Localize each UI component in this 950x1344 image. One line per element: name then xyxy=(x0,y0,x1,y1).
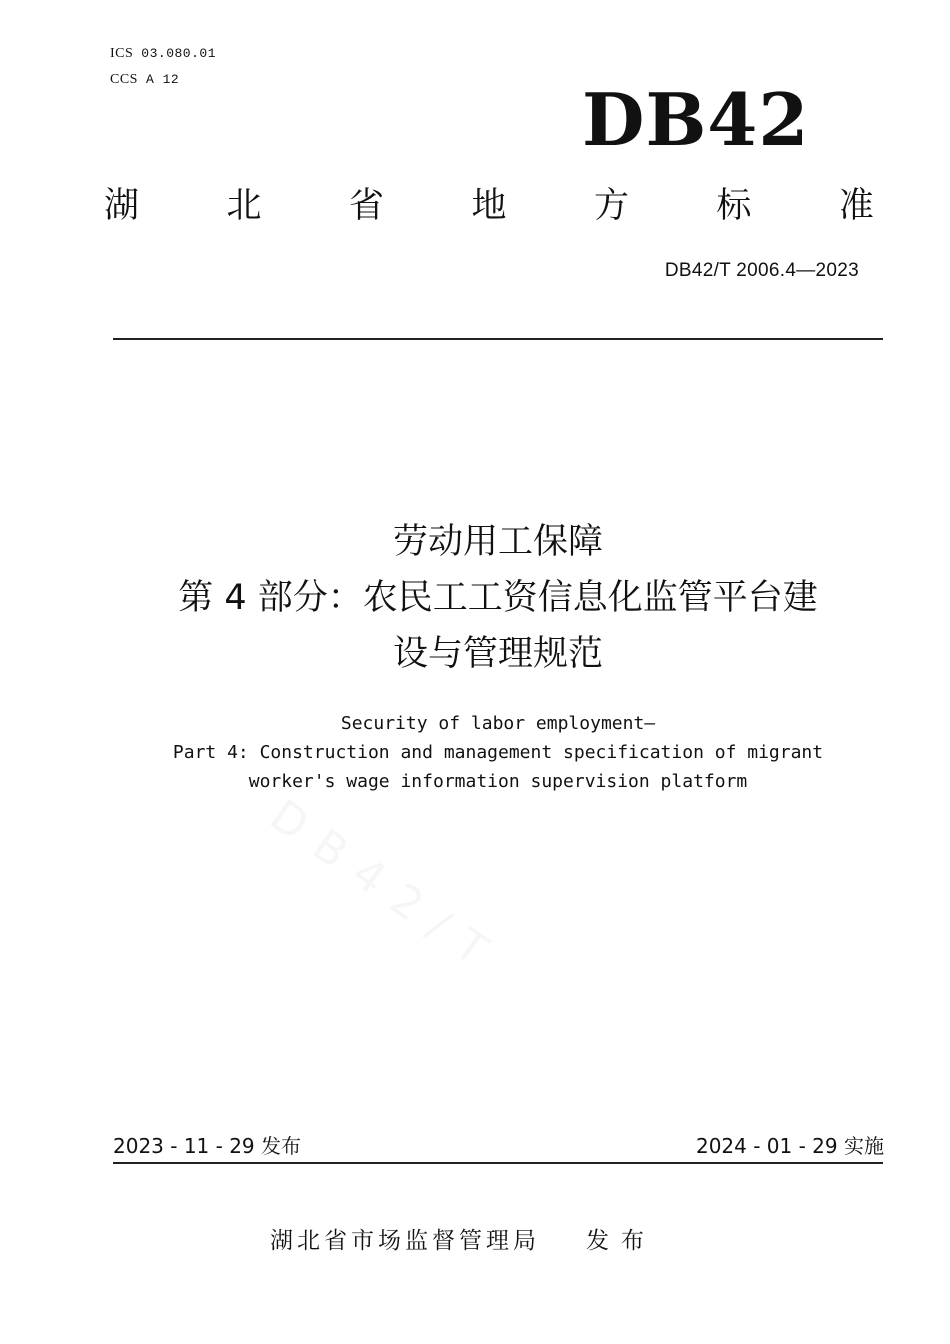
ccs-label: CCS xyxy=(110,72,138,87)
ics-label: ICS xyxy=(110,46,134,61)
title-en-line2: Part 4: Construction and management specification of migrant xyxy=(172,742,824,763)
bottom-divider xyxy=(113,1162,883,1164)
publisher-action: 发布 xyxy=(586,1228,656,1254)
title-en-line1: Security of labor employment— xyxy=(340,713,656,734)
standard-type-heading xyxy=(104,186,874,226)
ccs-code: A 12 xyxy=(145,72,180,87)
ccs-line xyxy=(110,72,179,88)
standard-type-char: 地 xyxy=(471,186,507,226)
standard-type-char: 准 xyxy=(838,186,874,226)
title-cn-line3: 设与管理规范 xyxy=(392,634,603,674)
publish-date: 2023 - 11 - 29 发布 xyxy=(113,1134,302,1158)
implement-date: 2024 - 01 - 29 实施 xyxy=(695,1134,884,1158)
standard-type-char: 湖 xyxy=(104,186,140,226)
standard-type-char: 方 xyxy=(593,186,629,226)
standard-number: DB42/T 2006.4—2023 xyxy=(664,260,859,281)
title-en xyxy=(0,709,950,796)
ics-line xyxy=(110,46,216,62)
title-en-line3: worker's wage information supervision platform xyxy=(248,771,748,792)
title-cn-line1: 劳动用工保障 xyxy=(392,522,603,562)
standard-type-char: 标 xyxy=(716,186,752,226)
title-cn-line2: 第 4 部分：农民工工资信息化监管平台建 xyxy=(178,578,818,618)
standard-logo: DB42 xyxy=(582,77,810,162)
standard-type-char: 省 xyxy=(348,186,384,226)
publisher-org: 湖北省市场监督管理局 xyxy=(270,1228,540,1254)
ics-code: 03.080.01 xyxy=(141,46,217,61)
publisher-line xyxy=(270,1226,656,1256)
standard-type-char: 北 xyxy=(226,186,262,226)
watermark xyxy=(261,790,511,987)
title-cn xyxy=(60,514,936,682)
top-divider xyxy=(113,338,883,340)
